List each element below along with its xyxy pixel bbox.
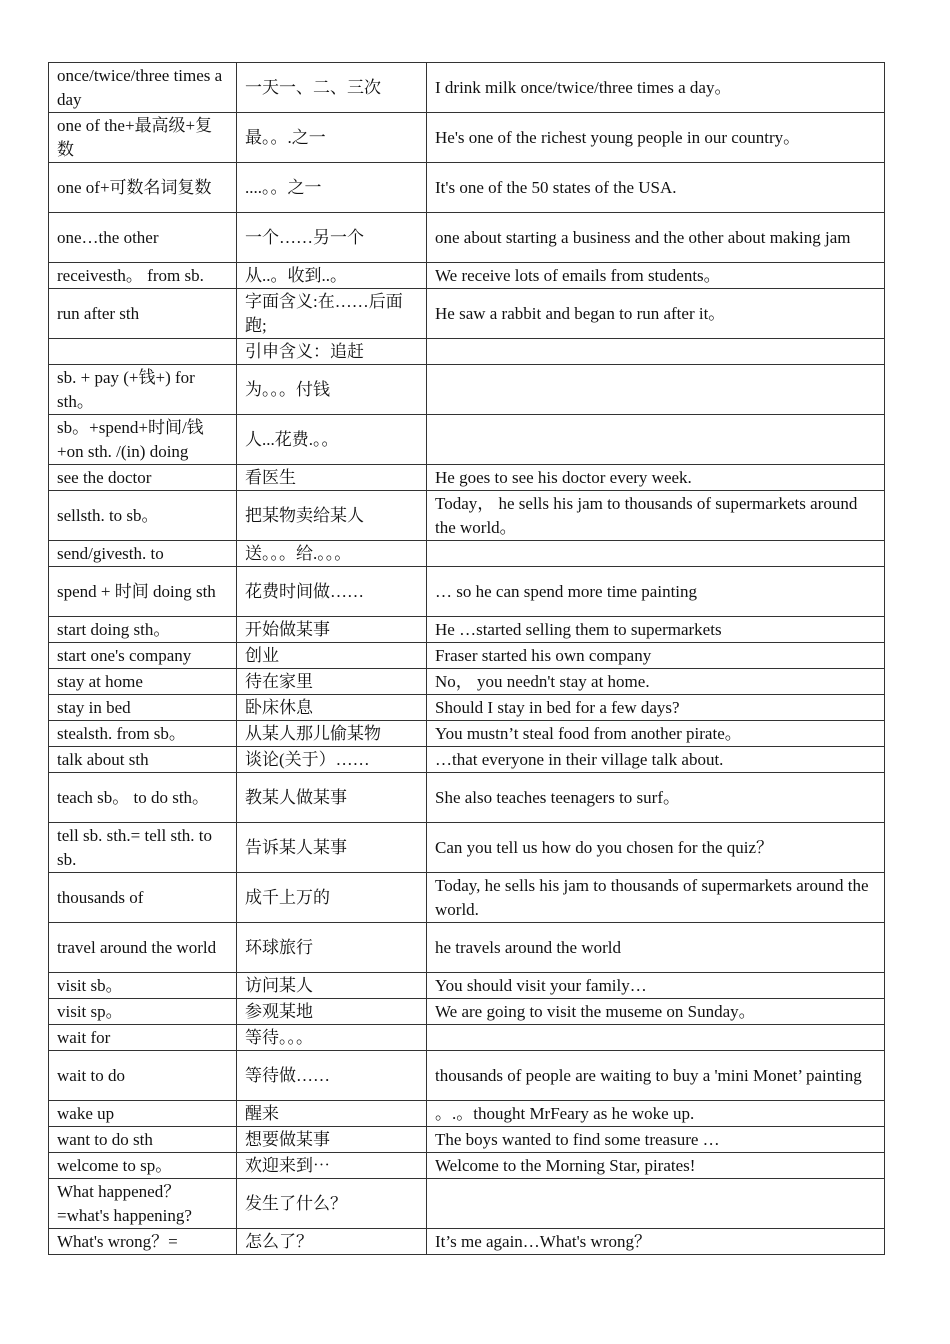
meaning-cell: 开始做某事 [237, 617, 427, 643]
table-row [49, 643, 885, 669]
table-row [49, 923, 885, 973]
example-cell: I drink milk once/twice/three times a day。 [427, 63, 885, 113]
meaning-cell: 送。。。给.。。。 [237, 541, 427, 567]
example-cell [427, 365, 885, 415]
table-row [49, 263, 885, 289]
meaning-cell: 创业 [237, 643, 427, 669]
meaning-cell: 一天一、二、三次 [237, 63, 427, 113]
phrase-cell: sellsth. to sb。 [49, 491, 237, 541]
table-row [49, 999, 885, 1025]
meaning-cell: 看医生 [237, 465, 427, 491]
phrase-cell: sb. + pay (+钱+) for sth。 [49, 365, 237, 415]
meaning-cell: 怎么了？ [237, 1229, 427, 1255]
example-cell [427, 541, 885, 567]
example-cell: You should visit your family… [427, 973, 885, 999]
phrase-cell: wait to do [49, 1051, 237, 1101]
table-row [49, 567, 885, 617]
phrase-cell: want to do sth [49, 1127, 237, 1153]
example-cell [427, 1179, 885, 1229]
table-row [49, 747, 885, 773]
example-cell: Fraser started his own company [427, 643, 885, 669]
example-cell: Should I stay in bed for a few days? [427, 695, 885, 721]
meaning-cell: 告诉某人某事 [237, 823, 427, 873]
example-cell: She also teaches teenagers to surf。 [427, 773, 885, 823]
table-row [49, 415, 885, 465]
example-cell: Welcome to the Morning Star, pirates! [427, 1153, 885, 1179]
phrase-cell: run after sth [49, 289, 237, 339]
example-cell: …that everyone in their village talk about. [427, 747, 885, 773]
table-row [49, 973, 885, 999]
meaning-cell: 环球旅行 [237, 923, 427, 973]
phrase-cell: visit sb。 [49, 973, 237, 999]
table-row [49, 113, 885, 163]
example-cell: Can you tell us how do you chosen for the quiz？ [427, 823, 885, 873]
example-cell [427, 415, 885, 465]
table-row [49, 1179, 885, 1229]
example-cell: It's one of the 50 states of the USA. [427, 163, 885, 213]
meaning-cell: 字面含义:在……后面跑; [237, 289, 427, 339]
table-row [49, 669, 885, 695]
example-cell: We are going to visit the museme on Sunday。 [427, 999, 885, 1025]
table-row [49, 63, 885, 113]
example-cell: It’s me again…What's wrong？ [427, 1229, 885, 1255]
meaning-cell: 最。。.之一 [237, 113, 427, 163]
example-cell: No， you needn't stay at home. [427, 669, 885, 695]
phrase-cell: sb。+spend+时间/钱+on sth. /(in) doing [49, 415, 237, 465]
table-row [49, 695, 885, 721]
example-cell: he travels around the world [427, 923, 885, 973]
table-row [49, 1101, 885, 1127]
meaning-cell: 从..。收到..。 [237, 263, 427, 289]
phrase-cell: one of the+最高级+复数 [49, 113, 237, 163]
phrase-cell: see the doctor [49, 465, 237, 491]
phrase-cell: thousands of [49, 873, 237, 923]
meaning-cell: 花费时间做…… [237, 567, 427, 617]
phrase-cell [49, 339, 237, 365]
table-row [49, 213, 885, 263]
meaning-cell: 待在家里 [237, 669, 427, 695]
phrase-cell: welcome to sp。 [49, 1153, 237, 1179]
table-row [49, 1229, 885, 1255]
meaning-cell: 欢迎来到⋯ [237, 1153, 427, 1179]
example-cell: We receive lots of emails from students。 [427, 263, 885, 289]
table-row [49, 289, 885, 339]
meaning-cell: ....。。之一 [237, 163, 427, 213]
example-cell: The boys wanted to find some treasure … [427, 1127, 885, 1153]
vocabulary-table [48, 62, 885, 1255]
phrase-cell: one…the other [49, 213, 237, 263]
phrase-cell: tell sb. sth.= tell sth. to sb. [49, 823, 237, 873]
meaning-cell: 等待做…… [237, 1051, 427, 1101]
meaning-cell: 访问某人 [237, 973, 427, 999]
table-row [49, 541, 885, 567]
table-row [49, 873, 885, 923]
table-row [49, 339, 885, 365]
table-row [49, 617, 885, 643]
example-cell: He …started selling them to supermarkets [427, 617, 885, 643]
meaning-cell: 引申含义：追赶 [237, 339, 427, 365]
vocabulary-page [48, 62, 884, 1255]
table-row [49, 773, 885, 823]
meaning-cell: 参观某地 [237, 999, 427, 1025]
example-cell: thousands of people are waiting to buy a 'mini Monet’ painting [427, 1051, 885, 1101]
example-cell: 。.。thought MrFeary as he woke up. [427, 1101, 885, 1127]
phrase-cell: start doing sth。 [49, 617, 237, 643]
phrase-cell: visit sp。 [49, 999, 237, 1025]
meaning-cell: 人...花费.。。 [237, 415, 427, 465]
example-cell [427, 1025, 885, 1051]
meaning-cell: 发生了什么？ [237, 1179, 427, 1229]
example-cell: He saw a rabbit and began to run after it。 [427, 289, 885, 339]
phrase-cell: send/givesth. to [49, 541, 237, 567]
phrase-cell: once/twice/three times a day [49, 63, 237, 113]
meaning-cell: 从某人那儿偷某物 [237, 721, 427, 747]
meaning-cell: 教某人做某事 [237, 773, 427, 823]
phrase-cell: What happened？=what's happening? [49, 1179, 237, 1229]
meaning-cell: 等待。。。 [237, 1025, 427, 1051]
example-cell: Today, he sells his jam to thousands of supermarkets around the world. [427, 873, 885, 923]
meaning-cell: 成千上万的 [237, 873, 427, 923]
example-cell: He goes to see his doctor every week. [427, 465, 885, 491]
phrase-cell: stay at home [49, 669, 237, 695]
example-cell [427, 339, 885, 365]
phrase-cell: stealsth. from sb。 [49, 721, 237, 747]
table-row [49, 1025, 885, 1051]
table-row [49, 1051, 885, 1101]
phrase-cell: teach sb。 to do sth。 [49, 773, 237, 823]
table-row [49, 491, 885, 541]
vocabulary-table-body [49, 63, 885, 1255]
phrase-cell: What's wrong？= [49, 1229, 237, 1255]
phrase-cell: talk about sth [49, 747, 237, 773]
example-cell: You mustn’t steal food from another pirate。 [427, 721, 885, 747]
meaning-cell: 为。。。付钱 [237, 365, 427, 415]
example-cell: Today， he sells his jam to thousands of supermarkets around the world。 [427, 491, 885, 541]
table-row [49, 465, 885, 491]
example-cell: one about starting a business and the other about making jam [427, 213, 885, 263]
phrase-cell: wait for [49, 1025, 237, 1051]
meaning-cell: 一个……另一个 [237, 213, 427, 263]
phrase-cell: travel around the world [49, 923, 237, 973]
table-row [49, 365, 885, 415]
meaning-cell: 醒来 [237, 1101, 427, 1127]
meaning-cell: 想要做某事 [237, 1127, 427, 1153]
phrase-cell: receivesth。 from sb. [49, 263, 237, 289]
table-row [49, 721, 885, 747]
table-row [49, 1153, 885, 1179]
example-cell: He's one of the richest young people in our country。 [427, 113, 885, 163]
meaning-cell: 把某物卖给某人 [237, 491, 427, 541]
table-row [49, 163, 885, 213]
table-row [49, 1127, 885, 1153]
phrase-cell: one of+可数名词复数 [49, 163, 237, 213]
phrase-cell: wake up [49, 1101, 237, 1127]
phrase-cell: spend + 时间 doing sth [49, 567, 237, 617]
meaning-cell: 卧床休息 [237, 695, 427, 721]
example-cell: … so he can spend more time painting [427, 567, 885, 617]
table-row [49, 823, 885, 873]
phrase-cell: stay in bed [49, 695, 237, 721]
meaning-cell: 谈论(关于）…… [237, 747, 427, 773]
phrase-cell: start one's company [49, 643, 237, 669]
